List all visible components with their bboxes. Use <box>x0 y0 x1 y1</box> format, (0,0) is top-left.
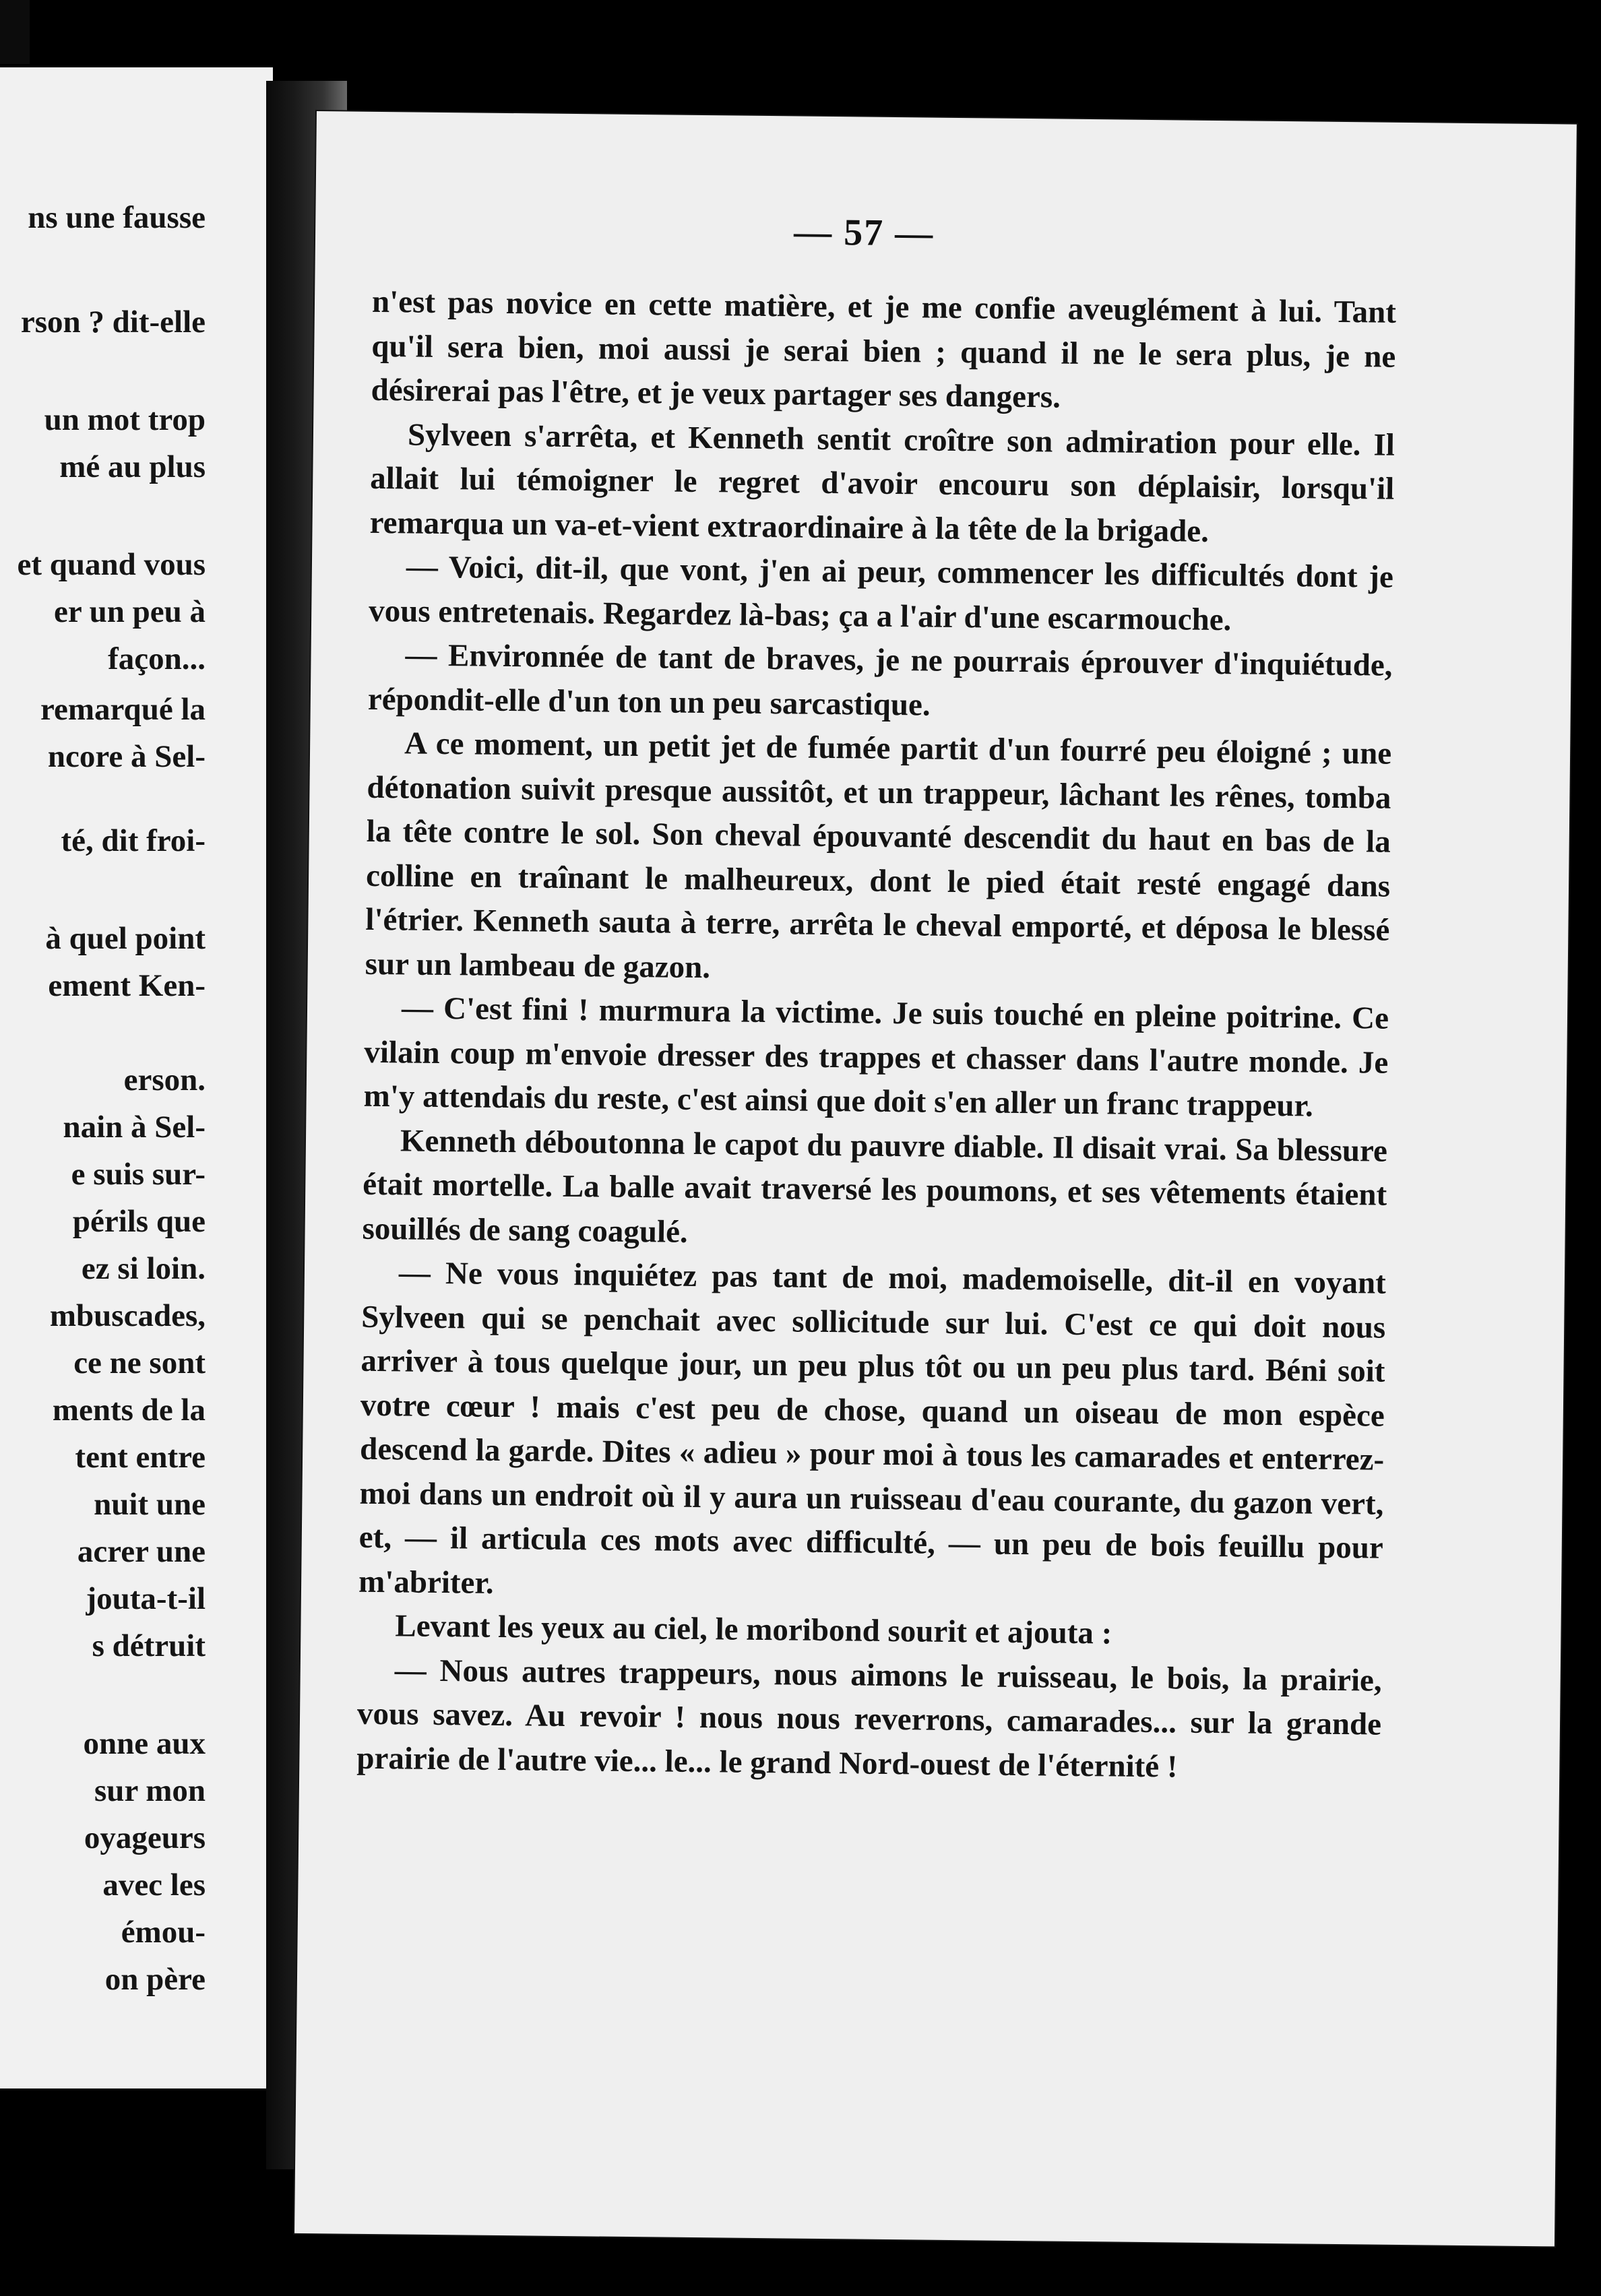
paragraph-2: Sylveen s'arrêta, et Kenneth sentit croître son admiration pour elle. Il allait lui témoigner le regret d'avoir encouru son déplaisir, lorsqu'il remarqua un va-et-vient extraordinaire à la tête de la brigade. <box>369 416 1395 549</box>
page-number: — 57 — <box>793 211 935 255</box>
left-page-line: ncore à Sel- <box>47 739 206 774</box>
left-page-line: nuit une <box>94 1487 206 1522</box>
left-page-line: erson. <box>123 1062 206 1097</box>
left-page-line: à quel point <box>45 921 206 956</box>
left-page-line: émou- <box>121 1915 206 1950</box>
left-page-line: té, dit froi- <box>61 823 206 858</box>
left-page-line: oyageurs <box>84 1820 206 1855</box>
left-page-line: rson ? dit-elle <box>20 305 206 340</box>
paragraph-6: — C'est fini ! murmura la victime. Je suis touché en pleine poitrine. Ce vilain coup m'envoie dresser des trappes et chasser dans l'autre monde. Je m'y attendais du reste, c'est ainsi que doit s'en aller un franc trappeur. <box>363 990 1389 1124</box>
paragraph-7: Kenneth déboutonna le capot du pauvre diable. Il disait vrai. Sa blessure était mortelle. La balle avait traversé les poumons, et ses vêtements étaient souillés de sang coagulé. <box>362 1122 1388 1250</box>
paragraph-4: — Environnée de tant de braves, je ne pourrais éprouver d'inquiétude, répondit-elle d'un ton un peu sarcastique. <box>367 637 1393 723</box>
paragraph-1: n'est pas novice en cette matière, et je me confie aveuglément à lui. Tant qu'il sera bien, moi aussi je serai bien ; quand il ne le sera plus, je ne désirerai pas l'être, et je veux partager ses dangers. <box>371 284 1397 415</box>
left-facing-page <box>0 67 273 2088</box>
left-page-line: périls que <box>72 1204 206 1239</box>
paragraph-10: — Nous autres trappeurs, nous aimons le ruisseau, le bois, la prairie, vous savez. Au revoir ! nous nous reverrons, camarades... sur la grande prairie de l'autre vie... le... le grand Nord-ouest de l'éternité ! <box>356 1652 1382 1785</box>
left-page-line: ce ne sont <box>73 1345 206 1380</box>
paragraph-3: — Voici, dit-il, que vont, j'en ai peur, commencer les difficultés dont je vous entretenais. Regardez là-bas; ça a l'air d'une escarmouche. <box>368 549 1394 637</box>
left-page-line: e suis sur- <box>71 1157 206 1192</box>
left-page-line: on père <box>104 1962 206 1997</box>
left-page-line: ement Ken- <box>48 968 206 1003</box>
left-page-line: ments de la <box>52 1393 206 1428</box>
left-page-line: acrer une <box>77 1534 206 1569</box>
left-page-line: et quand vous <box>17 547 206 582</box>
page-edge-mark <box>0 0 30 64</box>
left-page-line: er un peu à <box>53 594 206 629</box>
left-page-line: avec les <box>102 1868 206 1903</box>
left-page-line: sur mon <box>94 1773 206 1808</box>
paragraph-8: — Ne vous inquiétez pas tant de moi, mademoiselle, dit-il en voyant Sylveen qui se penchait avec sollicitude sur lui. C'est ce qui doit nous arriver à tous quelque jour, un peu plus tôt ou un peu plus tard. Béni soit votre cœur ! mais c'est peu de chose, quand un oiseau de mon espèce descend la garde. Dites « adieu » pour moi à tous les camarades et enterrez-moi dans un endroit où il y aura un ruisseau d'eau courante, du gazon vert, et, — il articula ces mots avec difficulté, — un peu de bois feuillu pour m'abriter. <box>358 1255 1387 1601</box>
left-page-line: ez si loin. <box>81 1251 206 1286</box>
left-page-line: tent entre <box>75 1440 206 1475</box>
paragraph-9: Levant les yeux au ciel, le moribond sourit et ajouta : <box>395 1608 1112 1651</box>
page-text <box>356 280 1396 1791</box>
left-page-line: nain à Sel- <box>63 1110 206 1145</box>
paragraph-5: A ce moment, un petit jet de fumée partit d'un fourré peu éloigné ; une détonation suivit presque aussitôt, et un trappeur, lâchant les rênes, tomba la tête contre le sol. Son cheval épouvanté descendit du haut en bas de la colline en traînant le malheureux, dont le pied était resté engagé dans l'étrier. Kenneth sauta à terre, arrêta le cheval emporté, et déposa le blessé sur un lambeau de gazon. <box>365 726 1392 985</box>
left-page-line: onne aux <box>83 1726 206 1761</box>
left-page-line: mbuscades, <box>49 1298 206 1333</box>
left-page-line: s détruit <box>92 1628 206 1663</box>
left-page-line: jouta-t-il <box>86 1581 206 1616</box>
left-page-line: mé au plus <box>59 449 206 484</box>
left-page-line: ns une fausse <box>28 200 206 235</box>
main-page <box>294 111 1577 2246</box>
left-page-line: remarqué la <box>40 692 206 727</box>
left-page-line: façon... <box>108 641 206 676</box>
left-page-line: un mot trop <box>44 402 206 437</box>
